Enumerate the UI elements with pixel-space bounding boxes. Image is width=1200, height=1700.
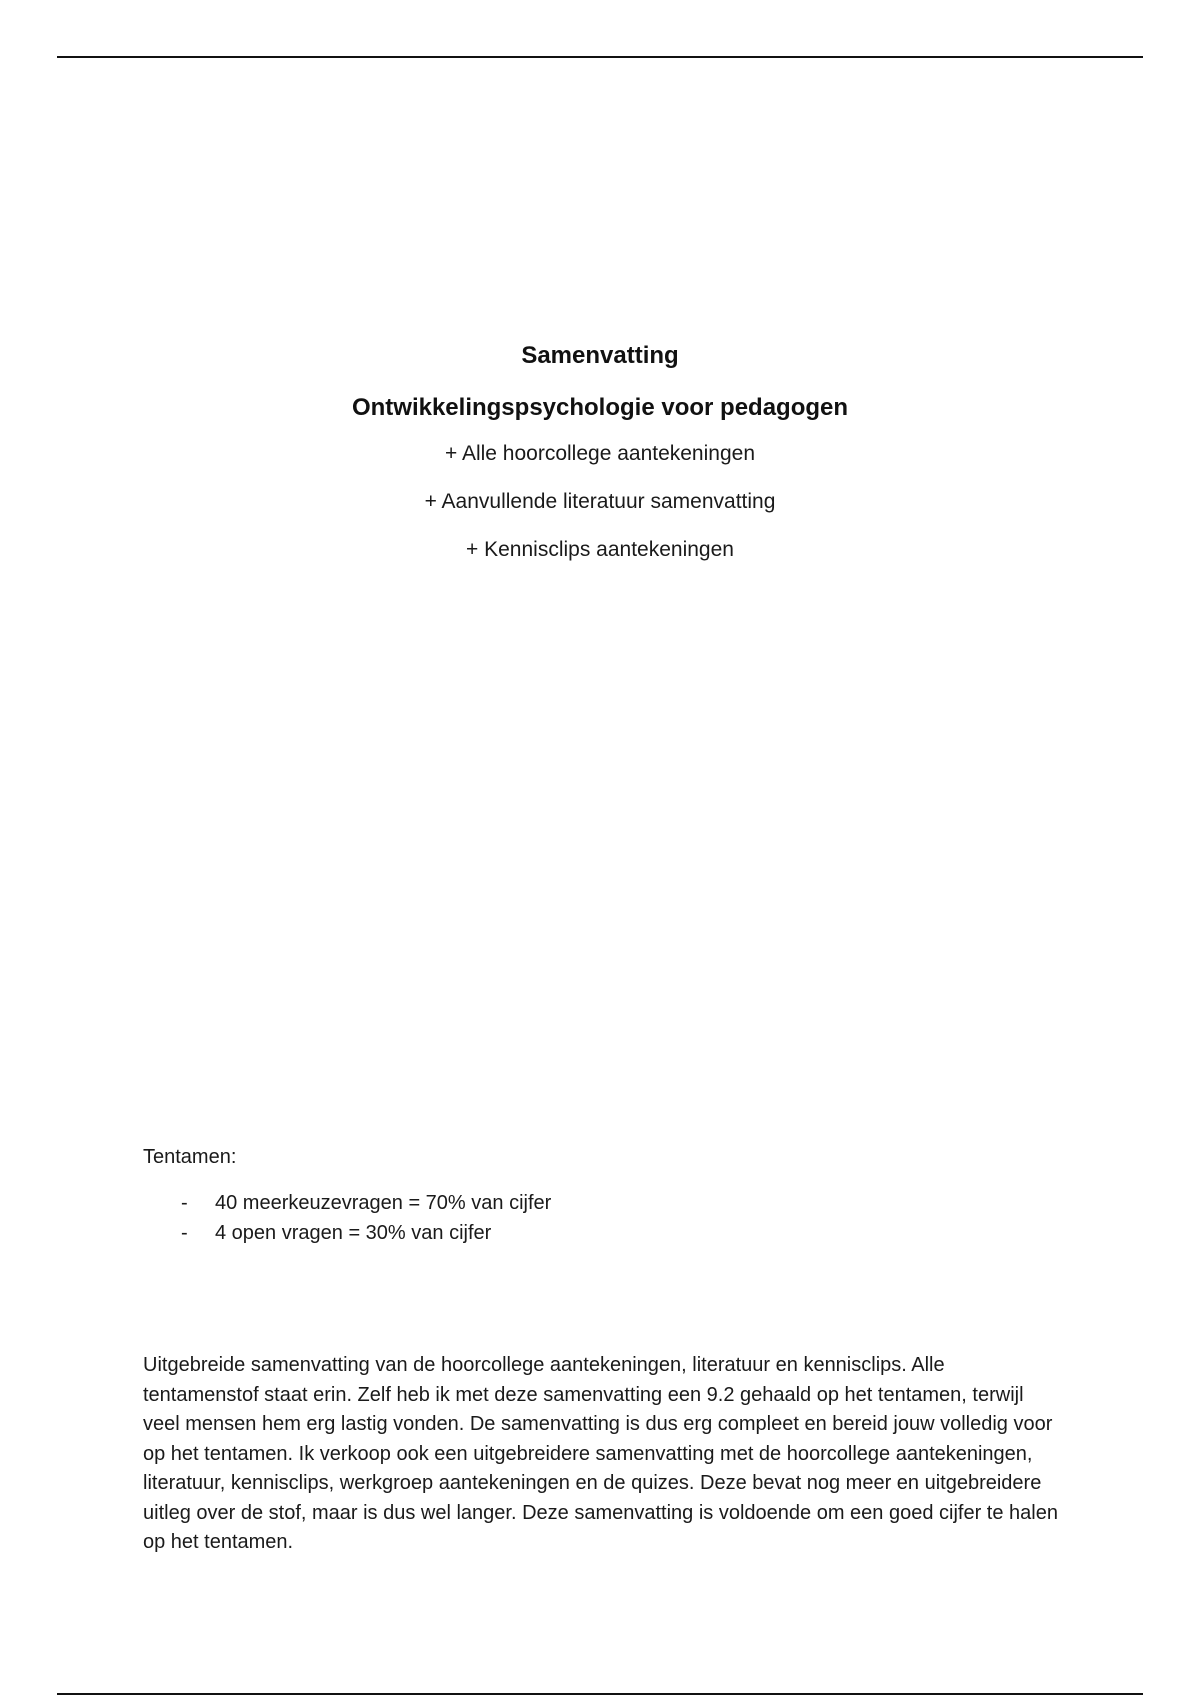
title-block	[0, 340, 1200, 584]
extras-item: + Aanvullende literatuur samenvatting	[424, 490, 776, 513]
bullet-dash: -	[181, 1192, 188, 1214]
extras-item: + Kennisclips aantekeningen	[466, 538, 734, 561]
document-subtitle: Ontwikkelingspsychologie voor pedagogen	[351, 394, 849, 421]
extras-list	[0, 440, 1200, 564]
exam-item-text: 4 open vragen = 30% van cijfer	[215, 1222, 492, 1244]
bullet-dash: -	[181, 1222, 188, 1244]
description-paragraph: Uitgebreide samenvatting van de hoorcollege aantekeningen, literatuur en kennisclips. Alle tentamenstof staat erin. Zelf heb ik met deze samenvatting een 9.2 gehaald op het tentamen, terwijl veel mensen hem erg lastig vonden. De samenvatting is dus erg compleet en bereid jouw volledig voor op het tentamen. Ik verkoop ook een uitgebreidere samenvatting met de hoorcollege aantekeningen, literatuur, kennisclips, werkgroep aantekeningen en de quizes. Deze bevat nog meer en uitgebreidere uitleg over de stof, maar is dus wel langer. Deze samenvatting is voldoende om een goed cijfer te halen op het tentamen.	[143, 1354, 1058, 1553]
exam-heading: Tentamen:	[143, 1146, 237, 1168]
header-rule	[57, 56, 1143, 58]
footer-rule	[57, 1693, 1143, 1695]
document-title: Samenvatting	[521, 342, 679, 369]
exam-list-item	[143, 1188, 1063, 1218]
extras-item: + Alle hoorcollege aantekeningen	[445, 442, 755, 465]
exam-list-item	[143, 1218, 1063, 1248]
exam-section	[143, 1144, 1063, 1248]
exam-item-text: 40 meerkeuzevragen = 70% van cijfer	[215, 1192, 552, 1214]
exam-list	[143, 1188, 1063, 1248]
